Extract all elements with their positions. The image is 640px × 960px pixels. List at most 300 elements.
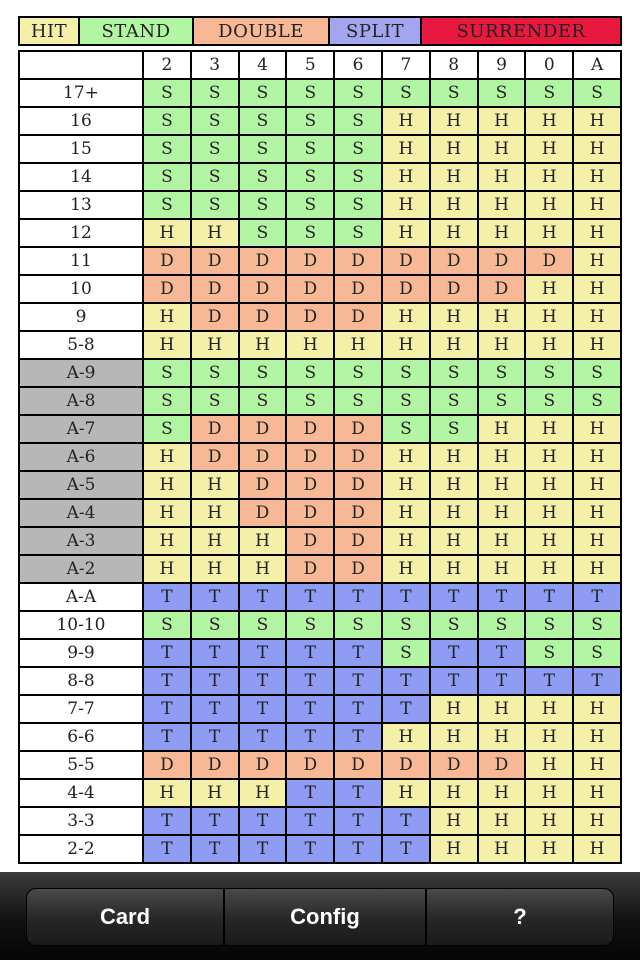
strategy-cell: T: [287, 808, 333, 834]
strategy-cell: D: [287, 304, 333, 330]
strategy-cell: T: [144, 640, 190, 666]
tab-card[interactable]: Card: [26, 888, 224, 946]
strategy-cell: D: [192, 416, 238, 442]
strategy-cell: D: [144, 248, 190, 274]
strategy-cell: H: [383, 556, 429, 582]
strategy-cell: H: [431, 500, 477, 526]
strategy-cell: D: [192, 304, 238, 330]
strategy-cell: H: [144, 472, 190, 498]
strategy-cell: H: [431, 780, 477, 806]
strategy-cell: H: [431, 808, 477, 834]
legend-stand: STAND: [80, 18, 194, 44]
strategy-chart: [18, 50, 622, 864]
strategy-cell: S: [335, 360, 381, 386]
strategy-cell: S: [574, 388, 620, 414]
strategy-cell: T: [192, 584, 238, 610]
strategy-cell: D: [287, 528, 333, 554]
legend-surrender: SURRENDER: [422, 18, 620, 44]
strategy-cell: S: [240, 388, 286, 414]
strategy-cell: S: [192, 136, 238, 162]
strategy-cell: H: [526, 472, 572, 498]
strategy-cell: H: [479, 724, 525, 750]
strategy-cell: T: [287, 584, 333, 610]
strategy-cell: S: [240, 612, 286, 638]
strategy-cell: S: [526, 612, 572, 638]
strategy-cell: H: [192, 472, 238, 498]
strategy-cell: H: [192, 780, 238, 806]
strategy-cell: H: [479, 472, 525, 498]
strategy-cell: D: [383, 752, 429, 778]
strategy-cell: H: [431, 332, 477, 358]
dealer-card-header: 9: [479, 52, 525, 78]
strategy-cell: S: [383, 612, 429, 638]
strategy-cell: D: [287, 248, 333, 274]
strategy-cell: D: [335, 276, 381, 302]
strategy-cell: H: [192, 332, 238, 358]
hand-label: 7-7: [20, 696, 142, 722]
strategy-cell: T: [431, 668, 477, 694]
strategy-cell: H: [526, 696, 572, 722]
strategy-cell: H: [526, 556, 572, 582]
strategy-cell: H: [526, 220, 572, 246]
strategy-cell: H: [431, 836, 477, 862]
strategy-cell: D: [240, 500, 286, 526]
strategy-cell: T: [192, 808, 238, 834]
strategy-cell: H: [240, 332, 286, 358]
dealer-card-header: 6: [335, 52, 381, 78]
strategy-cell: H: [144, 500, 190, 526]
hand-label: 10-10: [20, 612, 142, 638]
strategy-cell: T: [383, 668, 429, 694]
strategy-cell: H: [479, 696, 525, 722]
strategy-cell: D: [240, 248, 286, 274]
strategy-cell: S: [192, 108, 238, 134]
strategy-cell: T: [192, 668, 238, 694]
dealer-card-header: 7: [383, 52, 429, 78]
strategy-cell: T: [287, 836, 333, 862]
strategy-cell: H: [526, 108, 572, 134]
strategy-cell: T: [287, 640, 333, 666]
strategy-cell: D: [192, 276, 238, 302]
strategy-cell: H: [526, 416, 572, 442]
strategy-cell: S: [240, 80, 286, 106]
strategy-cell: T: [431, 584, 477, 610]
hand-label: 11: [20, 248, 142, 274]
strategy-cell: H: [192, 500, 238, 526]
strategy-cell: H: [479, 780, 525, 806]
strategy-cell: T: [144, 696, 190, 722]
strategy-cell: H: [526, 808, 572, 834]
strategy-cell: S: [240, 220, 286, 246]
hand-label: 15: [20, 136, 142, 162]
strategy-cell: S: [335, 80, 381, 106]
strategy-cell: D: [479, 752, 525, 778]
strategy-cell: T: [383, 696, 429, 722]
strategy-cell: D: [431, 752, 477, 778]
strategy-cell: T: [574, 584, 620, 610]
strategy-cell: H: [431, 192, 477, 218]
strategy-cell: T: [335, 780, 381, 806]
strategy-cell: H: [431, 528, 477, 554]
strategy-cell: H: [479, 304, 525, 330]
strategy-cell: D: [287, 556, 333, 582]
strategy-cell: S: [335, 388, 381, 414]
strategy-cell: H: [526, 528, 572, 554]
strategy-cell: T: [240, 724, 286, 750]
strategy-cell: S: [383, 640, 429, 666]
strategy-cell: S: [192, 80, 238, 106]
strategy-cell: H: [479, 556, 525, 582]
strategy-cell: H: [574, 696, 620, 722]
strategy-cell: H: [574, 724, 620, 750]
hand-label: 13: [20, 192, 142, 218]
strategy-cell: S: [287, 108, 333, 134]
strategy-cell: S: [240, 136, 286, 162]
strategy-cell: T: [144, 836, 190, 862]
strategy-cell: S: [144, 108, 190, 134]
strategy-cell: S: [479, 388, 525, 414]
hand-label: 9-9: [20, 640, 142, 666]
strategy-cell: H: [574, 556, 620, 582]
dealer-card-header: 0: [526, 52, 572, 78]
strategy-cell: H: [526, 836, 572, 862]
strategy-cell: S: [431, 416, 477, 442]
strategy-cell: S: [479, 612, 525, 638]
strategy-cell: S: [240, 108, 286, 134]
strategy-cell: T: [240, 696, 286, 722]
strategy-cell: T: [240, 640, 286, 666]
strategy-cell: D: [192, 248, 238, 274]
strategy-cell: T: [335, 640, 381, 666]
strategy-cell: D: [287, 472, 333, 498]
strategy-cell: H: [479, 808, 525, 834]
strategy-cell: H: [574, 108, 620, 134]
strategy-cell: H: [574, 780, 620, 806]
strategy-cell: T: [335, 668, 381, 694]
dealer-card-header: 8: [431, 52, 477, 78]
strategy-cell: H: [574, 836, 620, 862]
strategy-cell: S: [431, 612, 477, 638]
strategy-cell: T: [383, 584, 429, 610]
strategy-cell: S: [479, 360, 525, 386]
strategy-cell: T: [383, 808, 429, 834]
strategy-cell: H: [479, 444, 525, 470]
hand-label: 12: [20, 220, 142, 246]
strategy-cell: S: [335, 136, 381, 162]
strategy-cell: T: [335, 836, 381, 862]
strategy-cell: H: [526, 500, 572, 526]
strategy-cell: S: [383, 388, 429, 414]
strategy-cell: H: [383, 332, 429, 358]
strategy-cell: H: [574, 164, 620, 190]
strategy-cell: H: [144, 332, 190, 358]
strategy-cell: T: [192, 724, 238, 750]
strategy-cell: H: [574, 192, 620, 218]
strategy-cell: D: [240, 416, 286, 442]
strategy-cell: H: [383, 500, 429, 526]
strategy-cell: H: [383, 780, 429, 806]
strategy-cell: S: [574, 360, 620, 386]
strategy-cell: H: [431, 136, 477, 162]
strategy-cell: H: [192, 220, 238, 246]
strategy-cell: T: [287, 724, 333, 750]
strategy-cell: S: [479, 80, 525, 106]
hand-label: 5-8: [20, 332, 142, 358]
strategy-cell: T: [144, 584, 190, 610]
hand-label: 3-3: [20, 808, 142, 834]
strategy-cell: T: [479, 640, 525, 666]
strategy-cell: T: [383, 836, 429, 862]
strategy-cell: T: [287, 668, 333, 694]
strategy-cell: D: [431, 276, 477, 302]
strategy-cell: T: [240, 836, 286, 862]
strategy-cell: T: [192, 640, 238, 666]
strategy-cell: T: [335, 808, 381, 834]
strategy-cell: T: [287, 696, 333, 722]
strategy-cell: H: [526, 724, 572, 750]
strategy-cell: H: [383, 136, 429, 162]
tab-bar: [0, 872, 640, 960]
strategy-cell: H: [574, 276, 620, 302]
strategy-cell: T: [144, 724, 190, 750]
strategy-cell: S: [144, 416, 190, 442]
strategy-cell: S: [287, 612, 333, 638]
strategy-cell: D: [479, 276, 525, 302]
strategy-cell: S: [287, 360, 333, 386]
strategy-cell: H: [526, 192, 572, 218]
strategy-cell: T: [335, 584, 381, 610]
hand-label: A-9: [20, 360, 142, 386]
strategy-cell: S: [287, 388, 333, 414]
strategy-cell: H: [144, 780, 190, 806]
strategy-cell: D: [144, 276, 190, 302]
strategy-cell: H: [526, 164, 572, 190]
strategy-cell: S: [144, 136, 190, 162]
legend-double: DOUBLE: [194, 18, 330, 44]
strategy-cell: T: [431, 640, 477, 666]
strategy-cell: T: [144, 668, 190, 694]
strategy-cell: H: [144, 304, 190, 330]
strategy-cell: S: [287, 80, 333, 106]
dealer-card-header: A: [574, 52, 620, 78]
strategy-cell: S: [144, 164, 190, 190]
strategy-cell: H: [526, 332, 572, 358]
strategy-cell: H: [479, 332, 525, 358]
hand-label: A-8: [20, 388, 142, 414]
strategy-cell: D: [335, 416, 381, 442]
strategy-cell: T: [335, 724, 381, 750]
strategy-cell: S: [431, 80, 477, 106]
strategy-cell: S: [526, 360, 572, 386]
strategy-cell: S: [335, 192, 381, 218]
strategy-cell: S: [287, 136, 333, 162]
strategy-cell: S: [287, 164, 333, 190]
strategy-cell: H: [192, 528, 238, 554]
strategy-cell: D: [192, 752, 238, 778]
strategy-cell: H: [431, 108, 477, 134]
strategy-cell: S: [192, 388, 238, 414]
hand-label: 4-4: [20, 780, 142, 806]
hand-label: 6-6: [20, 724, 142, 750]
strategy-cell: H: [526, 276, 572, 302]
strategy-cell: S: [192, 360, 238, 386]
strategy-cell: H: [526, 136, 572, 162]
strategy-cell: H: [574, 808, 620, 834]
strategy-cell: D: [335, 752, 381, 778]
strategy-cell: H: [431, 472, 477, 498]
strategy-cell: H: [383, 724, 429, 750]
strategy-cell: S: [526, 640, 572, 666]
strategy-cell: D: [240, 752, 286, 778]
strategy-cell: D: [431, 248, 477, 274]
strategy-cell: H: [574, 444, 620, 470]
strategy-cell: H: [383, 444, 429, 470]
hand-label: 17+: [20, 80, 142, 106]
strategy-cell: H: [431, 556, 477, 582]
strategy-cell: H: [144, 444, 190, 470]
hand-label: 14: [20, 164, 142, 190]
strategy-cell: H: [431, 220, 477, 246]
strategy-cell: T: [335, 696, 381, 722]
strategy-cell: D: [335, 248, 381, 274]
strategy-cell: S: [192, 164, 238, 190]
strategy-cell: H: [479, 164, 525, 190]
strategy-cell: S: [574, 640, 620, 666]
strategy-cell: H: [335, 332, 381, 358]
hand-label: 10: [20, 276, 142, 302]
strategy-cell: H: [431, 696, 477, 722]
strategy-cell: D: [287, 444, 333, 470]
strategy-cell: H: [526, 444, 572, 470]
dealer-card-header: 4: [240, 52, 286, 78]
strategy-cell: H: [383, 108, 429, 134]
strategy-cell: H: [574, 220, 620, 246]
strategy-cell: S: [144, 612, 190, 638]
strategy-cell: S: [383, 80, 429, 106]
strategy-cell: D: [335, 556, 381, 582]
strategy-cell: H: [240, 780, 286, 806]
strategy-cell: H: [574, 332, 620, 358]
hand-label: A-5: [20, 472, 142, 498]
strategy-cell: D: [335, 444, 381, 470]
strategy-cell: D: [240, 276, 286, 302]
strategy-cell: S: [574, 80, 620, 106]
strategy-cell: D: [335, 528, 381, 554]
strategy-cell: H: [383, 192, 429, 218]
strategy-cell: D: [383, 248, 429, 274]
action-legend: [18, 16, 622, 46]
strategy-cell: H: [479, 836, 525, 862]
strategy-cell: S: [335, 108, 381, 134]
strategy-cell: S: [240, 192, 286, 218]
strategy-cell: T: [526, 584, 572, 610]
strategy-cell: S: [431, 360, 477, 386]
strategy-cell: D: [479, 248, 525, 274]
hand-label: 8-8: [20, 668, 142, 694]
strategy-cell: T: [144, 808, 190, 834]
strategy-cell: S: [383, 360, 429, 386]
strategy-cell: H: [383, 472, 429, 498]
hand-label: A-7: [20, 416, 142, 442]
strategy-cell: H: [144, 556, 190, 582]
strategy-cell: S: [383, 416, 429, 442]
strategy-cell: T: [240, 584, 286, 610]
hand-label: A-3: [20, 528, 142, 554]
strategy-cell: S: [335, 612, 381, 638]
dealer-card-header: 5: [287, 52, 333, 78]
strategy-cell: S: [144, 360, 190, 386]
strategy-cell: H: [526, 304, 572, 330]
strategy-cell: T: [192, 836, 238, 862]
legend-hit: HIT: [20, 18, 80, 44]
strategy-cell: D: [144, 752, 190, 778]
hand-label: 5-5: [20, 752, 142, 778]
strategy-cell: H: [574, 472, 620, 498]
strategy-cell: H: [526, 752, 572, 778]
strategy-cell: H: [144, 220, 190, 246]
strategy-cell: D: [526, 248, 572, 274]
strategy-cell: H: [383, 220, 429, 246]
strategy-cell: H: [431, 304, 477, 330]
strategy-cell: H: [526, 780, 572, 806]
strategy-cell: D: [192, 444, 238, 470]
hand-label: A-6: [20, 444, 142, 470]
strategy-cell: H: [479, 416, 525, 442]
strategy-cell: H: [287, 332, 333, 358]
hand-label: A-4: [20, 500, 142, 526]
strategy-cell: D: [240, 444, 286, 470]
tab-help[interactable]: ?: [426, 888, 614, 946]
header-corner: [20, 52, 142, 78]
strategy-cell: H: [574, 304, 620, 330]
hand-label: 9: [20, 304, 142, 330]
legend-split: SPLIT: [330, 18, 422, 44]
strategy-cell: S: [335, 164, 381, 190]
strategy-cell: S: [192, 192, 238, 218]
strategy-cell: T: [574, 668, 620, 694]
strategy-cell: D: [335, 304, 381, 330]
strategy-cell: T: [479, 584, 525, 610]
strategy-cell: H: [431, 444, 477, 470]
hand-label: A-A: [20, 584, 142, 610]
strategy-cell: H: [383, 528, 429, 554]
strategy-cell: H: [383, 164, 429, 190]
strategy-cell: H: [574, 416, 620, 442]
tab-config[interactable]: Config: [224, 888, 426, 946]
strategy-cell: H: [574, 136, 620, 162]
strategy-cell: D: [335, 472, 381, 498]
strategy-cell: D: [240, 472, 286, 498]
strategy-cell: D: [383, 276, 429, 302]
strategy-cell: D: [287, 416, 333, 442]
strategy-cell: S: [526, 388, 572, 414]
strategy-cell: S: [144, 192, 190, 218]
strategy-cell: H: [574, 528, 620, 554]
strategy-cell: H: [240, 528, 286, 554]
strategy-cell: D: [287, 752, 333, 778]
strategy-cell: H: [479, 108, 525, 134]
strategy-cell: T: [240, 668, 286, 694]
strategy-cell: S: [287, 220, 333, 246]
strategy-cell: S: [144, 388, 190, 414]
strategy-cell: T: [479, 668, 525, 694]
hand-label: A-2: [20, 556, 142, 582]
strategy-cell: H: [574, 752, 620, 778]
strategy-cell: S: [574, 612, 620, 638]
strategy-cell: H: [192, 556, 238, 582]
strategy-cell: H: [240, 556, 286, 582]
strategy-cell: H: [479, 136, 525, 162]
